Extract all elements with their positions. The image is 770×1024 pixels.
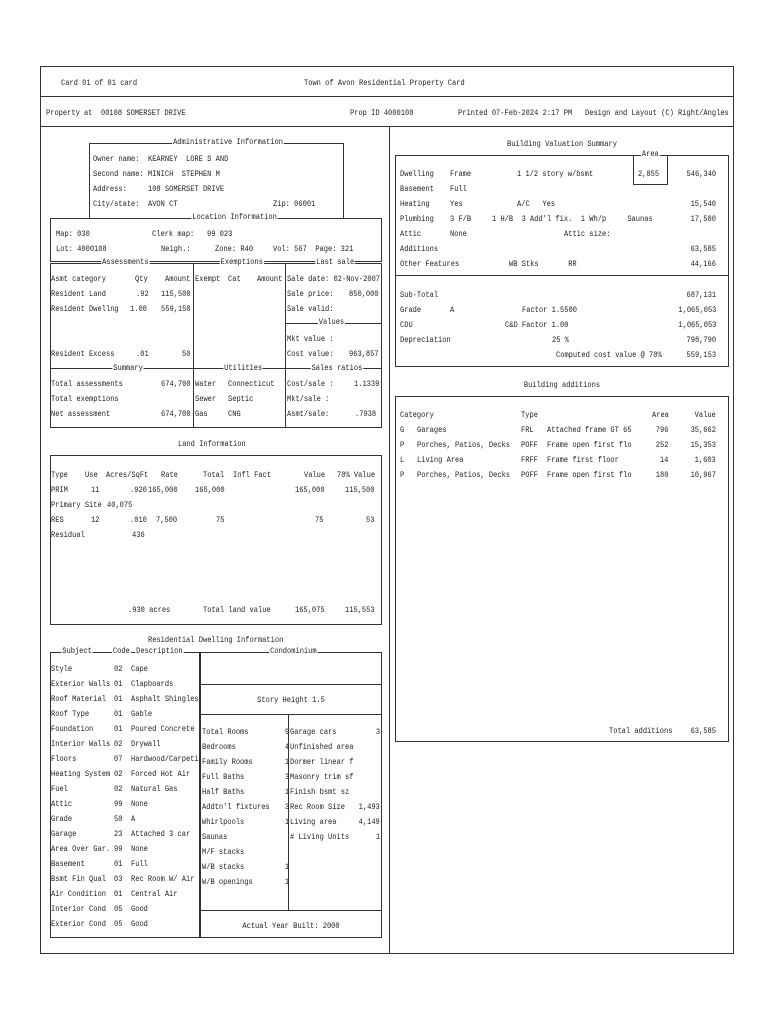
- land-cell: PRIM: [51, 485, 68, 495]
- total-exemptions-label: Total exemptions: [51, 394, 119, 404]
- rdi-title: Residential Dwelling Information: [148, 635, 284, 645]
- additions-header: Category: [400, 410, 434, 420]
- rdi-description: Hardwood/Carpeti: [131, 754, 199, 764]
- cd-factor: C&D Factor 1.00: [505, 320, 569, 330]
- addition-value: 15,353: [690, 440, 716, 450]
- valuation-label: Dwelling: [400, 169, 434, 179]
- utility-value: Septic: [228, 394, 254, 404]
- valuation-label: Additions: [400, 244, 439, 254]
- rdi-code: 02: [114, 739, 123, 749]
- valuation-label: Other Features: [400, 259, 460, 269]
- rdi-code: 01: [114, 709, 123, 719]
- header-divider: [40, 96, 734, 97]
- owner-name: Owner name: KEARNEY LORE S AND: [93, 154, 229, 164]
- rdi-code: 23: [114, 829, 123, 839]
- asmt-sale-label: Asmt/sale:: [287, 409, 330, 419]
- rdi-code: 05: [114, 919, 123, 929]
- asmt-row-qty: .01: [136, 349, 149, 359]
- bvs-divider: [395, 275, 729, 276]
- zone: Zone: R40: [215, 244, 254, 254]
- valuation-type: Full: [450, 184, 467, 194]
- valuation-detail: Attic size:: [564, 229, 611, 239]
- asmt-sale-ratio: .7938: [355, 409, 377, 419]
- neighborhood: Neigh.:: [161, 244, 191, 254]
- rdi-description: Cape: [131, 664, 148, 674]
- additions-title: Building additions: [523, 380, 601, 390]
- cost-value-label: Cost value:: [287, 349, 334, 359]
- room-label: W/B stacks: [202, 862, 245, 872]
- total-land-value: 165,075: [295, 605, 325, 615]
- depreciation-pct: 25 %: [552, 335, 569, 345]
- room-count: 1: [284, 862, 289, 872]
- rdi-description: Full: [131, 859, 148, 869]
- rdi-description: Natural Gas: [131, 784, 178, 794]
- addition-description: Frame first floor: [547, 455, 619, 465]
- valuation-value: 546,340: [686, 169, 716, 179]
- story-height: Story Height 1.5: [257, 695, 325, 705]
- condominium-legend: Condominium: [270, 646, 317, 656]
- primary-site-value: 40,075: [107, 500, 133, 510]
- room-label: Addtn'l fixtures: [202, 802, 270, 812]
- rdi-subject: Interior Walls: [51, 739, 111, 749]
- rdi-code: 01: [114, 889, 123, 899]
- valuation-type: 3 F/B: [450, 214, 472, 224]
- rdi-subject: Fuel: [51, 784, 68, 794]
- volume-page: Vol: 567 Page: 321: [273, 244, 354, 254]
- utilities-legend: Utilities: [224, 363, 263, 373]
- addition-area: 180: [655, 470, 668, 480]
- land-cell: 53: [366, 515, 375, 525]
- rdi-description: A: [131, 814, 136, 824]
- valuation-value: 63,585: [690, 244, 716, 254]
- addition-category: Porches, Patios, Decks: [417, 440, 511, 450]
- area-label: Unfinished area: [290, 742, 354, 752]
- addition-code: P: [400, 440, 405, 450]
- land-cell: 165,000: [295, 485, 325, 495]
- addition-code: P: [400, 470, 405, 480]
- addition-value: 10,967: [690, 470, 716, 480]
- addition-code: G: [400, 425, 405, 435]
- room-label: Half Baths: [202, 787, 245, 797]
- asmt-header-category: Asmt category: [51, 274, 106, 284]
- rdi-description: Forced Hot Air: [131, 769, 191, 779]
- room-count: 4: [284, 742, 289, 752]
- clerk-map: Clerk map: 99 023: [152, 229, 233, 239]
- grid-divider: [193, 263, 194, 428]
- rdi-subject: Style: [51, 664, 73, 674]
- residual-value: 436: [132, 530, 145, 540]
- total-acres: .930 acres: [128, 605, 171, 615]
- year-built: Actual Year Built: 2000: [242, 921, 340, 931]
- sale-valid: Sale valid:: [287, 304, 334, 314]
- column-divider: [389, 126, 390, 954]
- sale-price-label: Sale price:: [287, 289, 334, 299]
- rdi-description: Asphalt Shingles: [131, 694, 199, 704]
- asmt-row-category: Resident Land: [51, 289, 106, 299]
- valuation-label: Attic: [400, 229, 422, 239]
- area-label: Finish bsmt sz: [290, 787, 350, 797]
- rdi-subject: Garage: [51, 829, 77, 839]
- asmt-row-amount: 115,500: [161, 289, 191, 299]
- valuation-detail: A/C Yes: [517, 199, 556, 209]
- grade: A: [450, 305, 455, 315]
- rdi-subject: Floors: [51, 754, 77, 764]
- rdi-code: 07: [114, 754, 123, 764]
- subtotal-label: Sub-Total: [400, 290, 439, 300]
- rdi-code: 03: [114, 874, 123, 884]
- rdi-code: 99: [114, 799, 123, 809]
- addition-description: Frame open first flo: [547, 440, 632, 450]
- addition-category: Garages: [417, 425, 447, 435]
- rdi-divider: [200, 714, 382, 715]
- location-legend: Location Information: [192, 212, 277, 222]
- valuation-label: Basement: [400, 184, 434, 194]
- land-cell: 165,000: [195, 485, 225, 495]
- rdi-subject: Exterior Cond: [51, 919, 106, 929]
- rdi-code: 02: [114, 784, 123, 794]
- addition-value: 35,662: [690, 425, 716, 435]
- land-header: Type: [51, 470, 68, 480]
- rdi-description: None: [131, 799, 148, 809]
- grade-value: 1,065,053: [677, 305, 716, 315]
- addition-description: Attached frame GT 65: [547, 425, 632, 435]
- rdi-code: 01: [114, 859, 123, 869]
- area-label: Garage cars: [290, 727, 337, 737]
- land-cell: 75: [315, 515, 324, 525]
- addition-description: Frame open first flo: [547, 470, 632, 480]
- rdi-subject: Roof Material: [51, 694, 106, 704]
- room-label: Family Rooms: [202, 757, 253, 767]
- rdi-description: Attached 3 car: [131, 829, 191, 839]
- net-assessment-label: Net assessment: [51, 409, 111, 419]
- asmt-row-category: Resident Excess: [51, 349, 115, 359]
- addition-code: L: [400, 455, 405, 465]
- computed-cost-value: 559,153: [686, 350, 716, 360]
- exempt-header: Cat: [228, 274, 241, 284]
- owner-address: Address: 108 SOMERSET DRIVE: [93, 184, 225, 194]
- rdi-description: Drywall: [131, 739, 161, 749]
- grid-divider: [285, 263, 286, 428]
- utility-value: CNG: [228, 409, 241, 419]
- rdi-description: Rec Room W/ Air: [131, 874, 195, 884]
- land-header: 70% Value: [337, 470, 376, 480]
- rdi-subject: Attic: [51, 799, 73, 809]
- asmt-row-category: Resident Dwellng: [51, 304, 119, 314]
- area-value: 1: [375, 832, 380, 842]
- rdi-subject: Foundation: [51, 724, 94, 734]
- lot: Lot: 4000108: [56, 244, 107, 254]
- asmt-row-amount: 50: [182, 349, 191, 359]
- location-box: [50, 218, 382, 262]
- rdi-code: 01: [114, 694, 123, 704]
- area-value: 3: [375, 727, 380, 737]
- valuation-value: 15,540: [690, 199, 716, 209]
- land-cell: 12: [91, 515, 100, 525]
- cost-value: 963,857: [349, 349, 379, 359]
- valuation-detail: 1 1/2 story w/bsmt: [517, 169, 594, 179]
- cdu-label: CDU: [400, 320, 413, 330]
- area-value: 1,493: [358, 802, 380, 812]
- addition-area: 796: [655, 425, 668, 435]
- land-cell: 115,500: [345, 485, 375, 495]
- cost-sale-label: Cost/sale :: [287, 379, 334, 389]
- card-title: Town of Avon Residential Property Card: [304, 78, 465, 88]
- additions-header: Area: [652, 410, 669, 420]
- land-header: Use: [85, 470, 98, 480]
- area-label: Living area: [290, 817, 337, 827]
- printed-date: Printed 07-Feb-2024 2:17 PM: [458, 108, 573, 118]
- additions-header: Value: [694, 410, 716, 420]
- asmt-row-qty: .92: [136, 289, 149, 299]
- valuation-detail: WB Stks RR: [509, 259, 577, 269]
- room-count: 9: [284, 727, 289, 737]
- land-cell: RES: [51, 515, 64, 525]
- rdi-subject: Roof Type: [51, 709, 90, 719]
- addition-area: 252: [655, 440, 668, 450]
- grade-factor: Factor 1.5500: [522, 305, 577, 315]
- room-label: W/B openings: [202, 877, 253, 887]
- rdi-subject: Area Over Gar.: [51, 844, 111, 854]
- room-label: M/F stacks: [202, 847, 245, 857]
- rdi-code: 99: [114, 844, 123, 854]
- total-assessments-label: Total assessments: [51, 379, 123, 389]
- total-additions-label: Total additions: [609, 726, 673, 736]
- area-label: Masonry trim sf: [290, 772, 354, 782]
- sales-ratios-legend: Sales ratios: [311, 363, 363, 373]
- land-cell: .010: [130, 515, 147, 525]
- valuation-value: 17,500: [690, 214, 716, 224]
- assessments-legend: Assessments: [102, 257, 149, 267]
- room-label: Whirlpools: [202, 817, 245, 827]
- room-label: Total Rooms: [202, 727, 249, 737]
- property-address: Property at 00108 SOMERSET DRIVE: [46, 108, 186, 118]
- room-count: 3: [284, 772, 289, 782]
- rdi-subject: Heating System: [51, 769, 111, 779]
- area-legend: Area: [641, 149, 659, 159]
- mkt-sale-label: Mkt/sale :: [287, 394, 330, 404]
- rdi-description: Good: [131, 919, 148, 929]
- utility-label: Water: [195, 379, 217, 389]
- rdi-description: Poured Concrete: [131, 724, 195, 734]
- area-label: Dormer linear f: [290, 757, 354, 767]
- area-label: # Living Units: [290, 832, 350, 842]
- rdi-legend-description: Description: [136, 646, 183, 656]
- area-value: 4,149: [358, 817, 380, 827]
- utility-label: Gas: [195, 409, 208, 419]
- room-label: Full Baths: [202, 772, 245, 782]
- card-number: Card 01 of 01 card: [61, 78, 138, 88]
- cost-sale-ratio: 1.1339: [354, 379, 380, 389]
- valuation-detail: 1 H/B 3 Add'l fix. 1 Wh/p Saunas: [492, 214, 653, 224]
- map: Map: 030: [56, 229, 90, 239]
- addition-area: 14: [659, 455, 668, 465]
- last-sale-legend: Last sale: [316, 257, 355, 267]
- valuation-label: Heating: [400, 199, 430, 209]
- computed-cost-label: Computed cost value @ 70%: [556, 350, 662, 360]
- land-cell: .920: [130, 485, 147, 495]
- rdi-code: 05: [114, 904, 123, 914]
- total-land-70-value: 115,553: [345, 605, 375, 615]
- land-header: Rate: [161, 470, 178, 480]
- rdi-subject: Bsmt Fin Qual: [51, 874, 106, 884]
- total-additions-value: 63,585: [690, 726, 716, 736]
- area-label: Rec Room Size: [290, 802, 345, 812]
- rdi-code: 50: [114, 814, 123, 824]
- prop-id: Prop ID 4000108: [350, 108, 414, 118]
- land-cell: 75: [216, 515, 225, 525]
- rdi-description: None: [131, 844, 148, 854]
- exempt-header: Amount: [257, 274, 283, 284]
- rdi-divider: [200, 910, 382, 911]
- valuation-type: Yes: [450, 199, 463, 209]
- rdi-description: Central Air: [131, 889, 178, 899]
- net-assessment: 674,700: [161, 409, 191, 419]
- addition-type: FRL: [521, 425, 534, 435]
- rdi-code: 02: [114, 664, 123, 674]
- admin-legend: Administrative Information: [173, 137, 284, 147]
- land-cell: 7,500: [156, 515, 178, 525]
- land-cell: 11: [91, 485, 100, 495]
- utility-value: Connecticut: [228, 379, 275, 389]
- rdi-subject: Basement: [51, 859, 85, 869]
- asmt-row-amount: 559,150: [161, 304, 191, 314]
- rdi-subject: Grade: [51, 814, 73, 824]
- valuation-value: 44,166: [690, 259, 716, 269]
- credit: Design and Layout (C) Right/Angles: [585, 108, 729, 118]
- exempt-header: Exempt: [195, 274, 221, 284]
- rdi-code: 01: [114, 724, 123, 734]
- addition-value: 1,603: [694, 455, 716, 465]
- cdu-value: 1,065,053: [677, 320, 716, 330]
- room-count: 1: [284, 757, 289, 767]
- addition-type: POFF: [521, 470, 538, 480]
- mkt-value-label: Mkt value :: [287, 334, 334, 344]
- rdi-subject: Exterior Walls: [51, 679, 111, 689]
- grade-label: Grade: [400, 305, 422, 315]
- room-count: 1: [284, 817, 289, 827]
- asmt-header-amount: Amount: [165, 274, 191, 284]
- rdi-legend-code: Code: [112, 646, 130, 656]
- sale-price: 850,000: [349, 289, 379, 299]
- depreciation-value: 798,790: [686, 335, 716, 345]
- depreciation-label: Depreciation: [400, 335, 451, 345]
- zip: Zip: 06001: [273, 199, 316, 209]
- values-legend: Values: [318, 317, 345, 327]
- valuation-label: Plumbing: [400, 214, 434, 224]
- bvs-title: Building Valuation Summary: [507, 139, 617, 149]
- rdi-subject: Air Condition: [51, 889, 106, 899]
- land-header: Value: [304, 470, 326, 480]
- room-label: Saunas: [202, 832, 228, 842]
- valuation-type: None: [450, 229, 467, 239]
- rdi-description: Good: [131, 904, 148, 914]
- room-label: Bedrooms: [202, 742, 236, 752]
- rdi-description: Clapboards: [131, 679, 174, 689]
- addition-type: FRFF: [521, 455, 538, 465]
- utility-label: Sewer: [195, 394, 217, 404]
- primary-site-label: Primary Site: [51, 500, 102, 510]
- asmt-header-qty: Qty: [135, 274, 148, 284]
- land-header: Infl Fact: [233, 470, 272, 480]
- land-header: Acres/SqFt: [106, 470, 149, 480]
- room-count: 3: [284, 802, 289, 812]
- addition-type: POFF: [521, 440, 538, 450]
- rdi-legend-subject: Subject: [62, 646, 92, 656]
- sale-date: Sale date: 02-Nov-2007: [287, 274, 381, 284]
- rdi-code: 01: [114, 679, 123, 689]
- room-count: 1: [284, 877, 289, 887]
- rdi-divider: [200, 684, 382, 685]
- room-count: 1: [284, 787, 289, 797]
- total-land-label: Total land value: [203, 605, 271, 615]
- addition-category: Porches, Patios, Decks: [417, 470, 511, 480]
- land-cell: 165,000: [148, 485, 178, 495]
- total-assessments: 674,700: [161, 379, 191, 389]
- rdi-code: 02: [114, 769, 123, 779]
- rdi-description: Gable: [131, 709, 153, 719]
- additions-header: Type: [521, 410, 538, 420]
- summary-legend: Summary: [113, 363, 143, 373]
- rdi-subject: Interior Cond: [51, 904, 106, 914]
- header-divider: [40, 126, 734, 127]
- land-header: Total: [203, 470, 225, 480]
- residual-label: Residual: [51, 530, 85, 540]
- second-name: Second name: MINICH STEPHEN M: [93, 169, 220, 179]
- addition-category: Living Area: [417, 455, 464, 465]
- subtotal-value: 687,131: [686, 290, 716, 300]
- area-value: 2,855: [638, 169, 660, 179]
- land-title: Land Information: [178, 439, 246, 449]
- city-state: City/state: AVON CT: [93, 199, 178, 209]
- exemptions-legend: Exemptions: [220, 257, 263, 267]
- valuation-type: Frame: [450, 169, 472, 179]
- asmt-row-qty: 1.00: [130, 304, 147, 314]
